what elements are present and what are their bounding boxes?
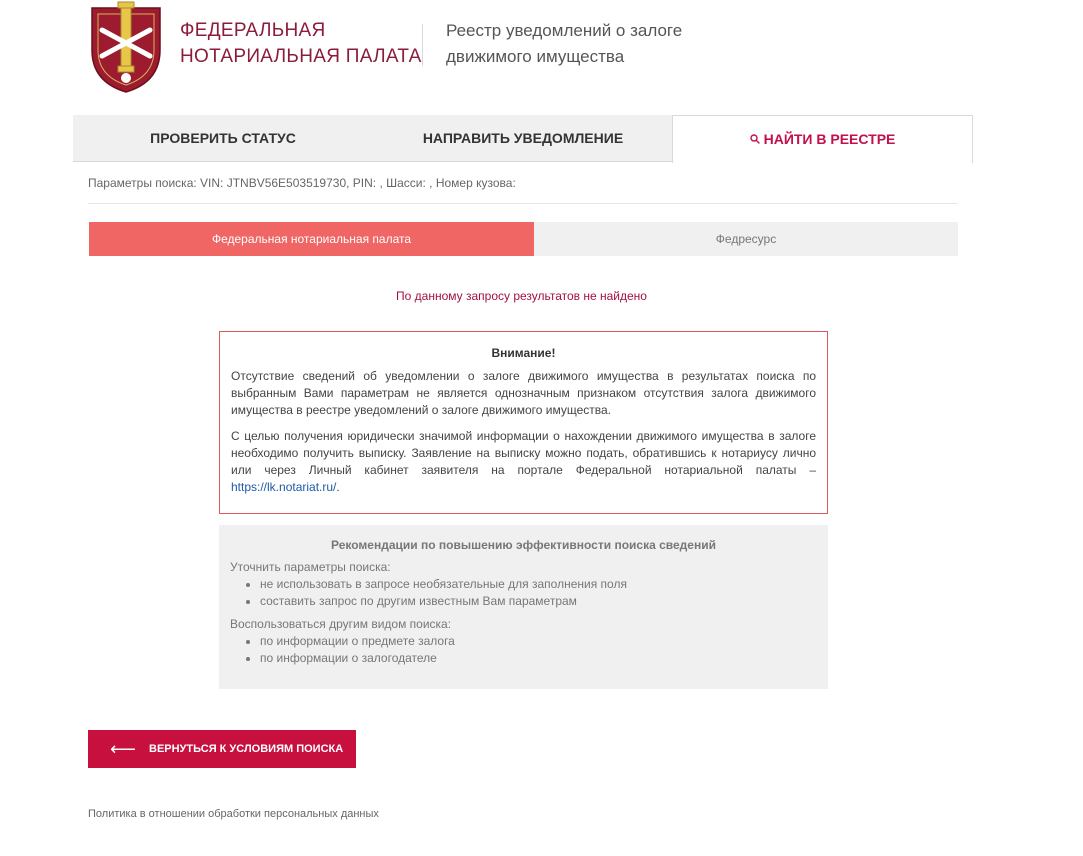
list-item: • составить запрос по другим известным Вам параметрам xyxy=(260,593,817,610)
org-name-line1: ФЕДЕРАЛЬНАЯ xyxy=(180,20,326,41)
warning-box xyxy=(219,331,828,514)
recommendations-title: Рекомендации по повышению эффективности поиска сведений xyxy=(331,538,716,552)
list-item: • по информации о залогодателе xyxy=(260,650,817,667)
source-tab-fedresurs[interactable] xyxy=(534,222,958,256)
divider xyxy=(88,203,958,204)
warning-paragraph-2-text: С целью получения юридически значимой информации о нахождении движимого имущества в залоге необходимо получить выписку. Заявление на выписку можно подать, обратившись к нотариусу лично или через Личный кабинет заявителя на портале Федеральной нотариальной палаты – xyxy=(231,429,816,477)
org-name-line2: НОТАРИАЛЬНАЯ ПАЛАТА xyxy=(180,46,422,67)
source-tab-fnp-label: Федеральная нотариальная палата xyxy=(211,232,412,246)
org-name xyxy=(180,18,422,70)
arrow-left-icon: ⟵ xyxy=(110,739,136,759)
list-item: • не использовать в запросе необязательные для заполнения поля xyxy=(260,576,817,593)
no-results-message: По данному запросу результатов не найдено xyxy=(396,289,647,303)
recommendations-group-1-list xyxy=(230,576,817,610)
tab-send-notification-label: НАПРАВИТЬ УВЕДОМЛЕНИЕ xyxy=(422,130,624,146)
warning-paragraph-1: Отсутствие сведений об уведомлении о залоге движимого имущества в результатах поиска по выбранным Вами параметрам не является однозначным признаком отсутствия залога движимого имущества в реестре уведомлений о залоге движимого имущества. xyxy=(231,369,816,417)
back-to-search-label: ВЕРНУТЬСЯ К УСЛОВИЯМ ПОИСКА xyxy=(149,743,344,755)
registry-title-line1: Реестр уведомлений о залоге xyxy=(446,21,683,40)
main-nav xyxy=(73,115,973,162)
back-to-search-button[interactable] xyxy=(88,730,356,768)
tab-check-status[interactable] xyxy=(73,115,373,162)
list-item: • по информации о предмете залога xyxy=(260,633,817,650)
source-tab-fedresurs-label: Федресурс xyxy=(715,232,777,246)
source-tabs xyxy=(89,222,958,256)
registry-title-line2: движимого имущества xyxy=(446,47,625,66)
tab-check-status-label: ПРОВЕРИТЬ СТАТУС xyxy=(150,130,296,146)
recommendations-box xyxy=(219,525,828,689)
recommendations-group-1-label: Уточнить параметры поиска: xyxy=(230,560,391,574)
header-divider xyxy=(422,24,423,66)
notary-chamber-emblem xyxy=(86,0,166,94)
source-tab-fnp[interactable] xyxy=(89,222,534,256)
registry-title xyxy=(446,18,682,70)
privacy-policy-link[interactable]: Политика в отношении обработки персональных данных xyxy=(88,808,379,820)
header xyxy=(0,0,1083,110)
recommendations-group-2-list xyxy=(230,633,817,667)
tab-search-registry[interactable] xyxy=(672,115,973,163)
lk-notariat-link[interactable]: https://lk.notariat.ru/ xyxy=(231,480,337,494)
warning-paragraph-2-end: . xyxy=(336,480,340,494)
warning-title: Внимание! xyxy=(491,346,556,360)
search-params: Параметры поиска: VIN: JTNBV56E503519730, PIN: , Шасси: , Номер кузова: xyxy=(88,176,516,190)
search-icon xyxy=(750,134,760,144)
recommendations-group-2-label: Воспользоваться другим видом поиска: xyxy=(230,617,452,631)
warning-paragraph-2 xyxy=(231,428,816,496)
tab-search-registry-label: НАЙТИ В РЕЕСТРЕ xyxy=(763,131,896,147)
tab-send-notification[interactable] xyxy=(373,115,673,162)
